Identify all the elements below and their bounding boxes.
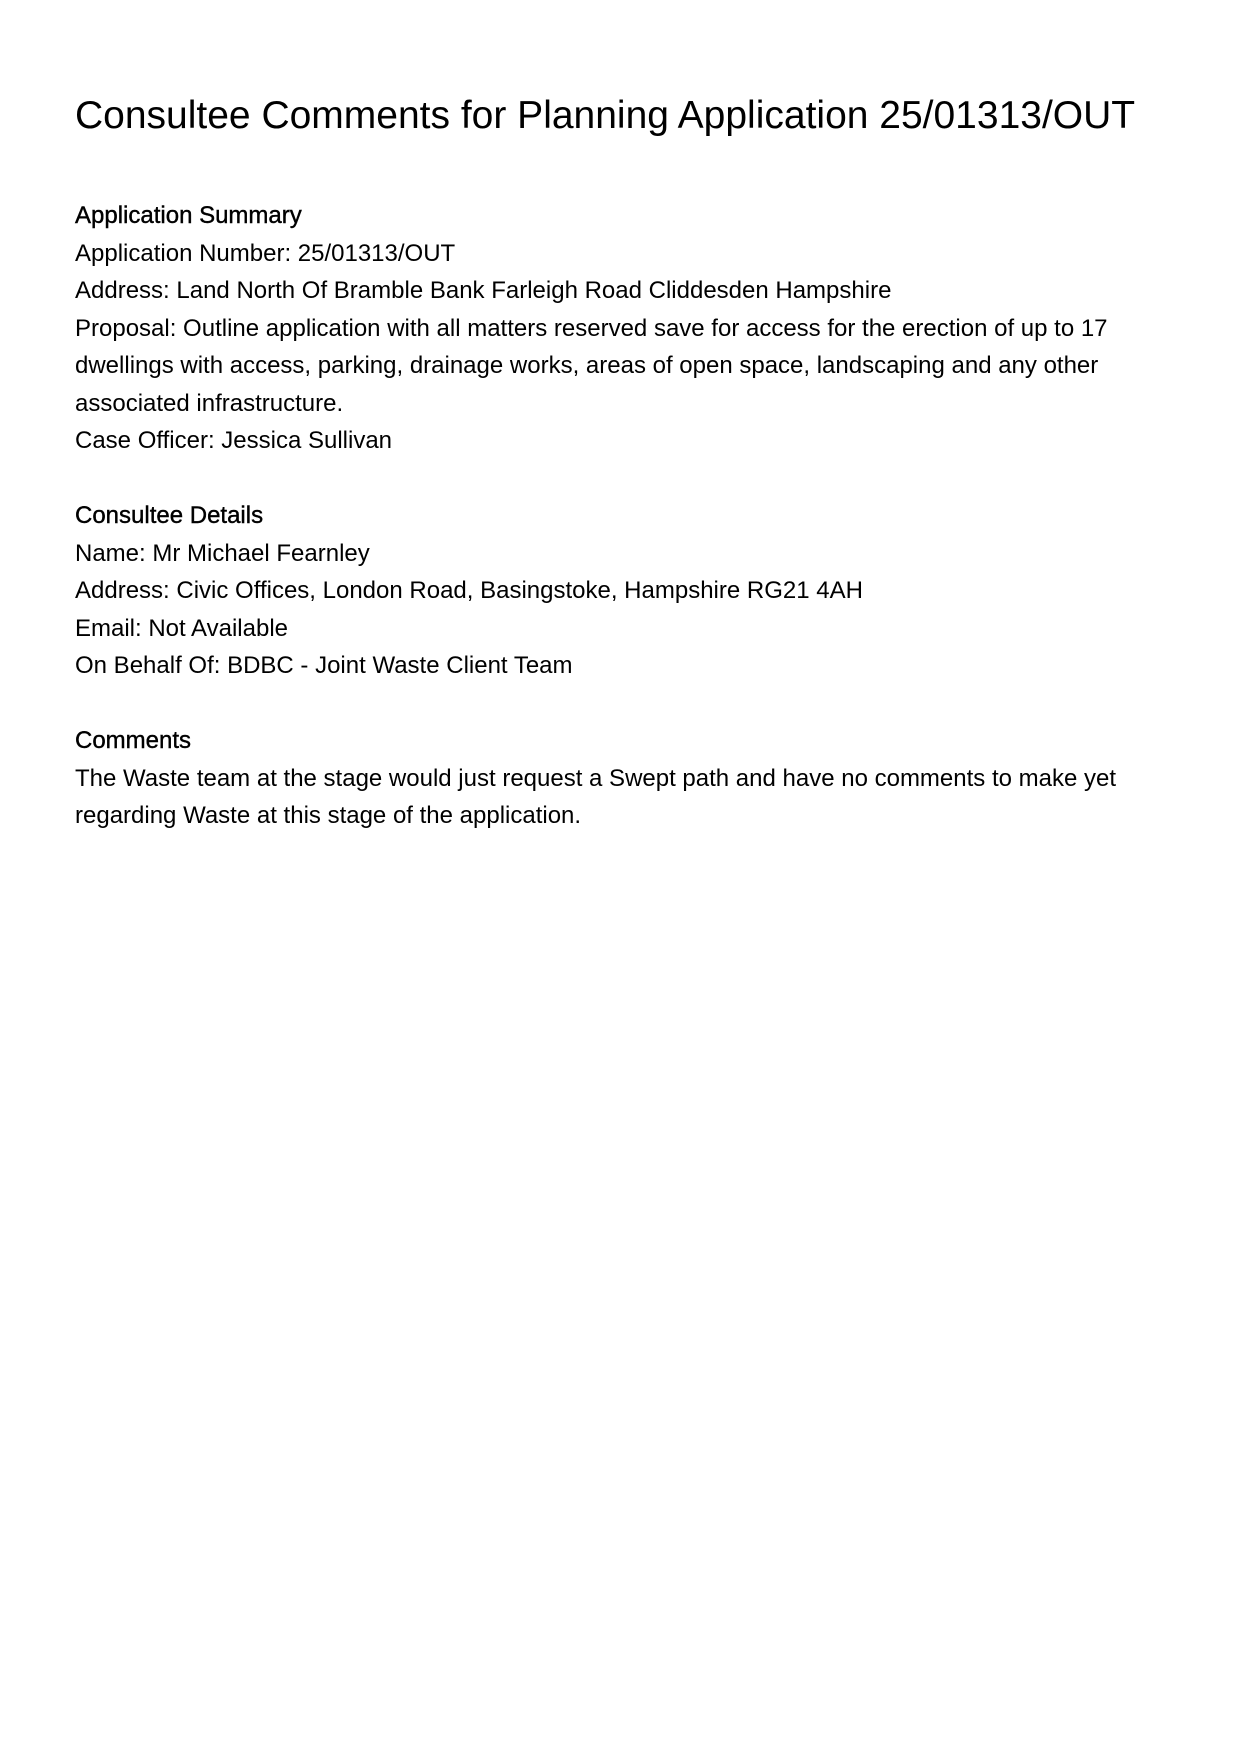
consultee-details-heading: Consultee Details bbox=[75, 502, 264, 529]
comments-text: The Waste team at the stage would just request a Swept path and have no comments to make yet regarding Waste at this stage of the application. bbox=[75, 764, 1117, 829]
page-title: Consultee Comments for Planning Application 25/01313/OUT bbox=[75, 94, 1136, 137]
case-officer: Case Officer: Jessica Sullivan bbox=[75, 427, 393, 454]
application-summary-heading: Application Summary bbox=[75, 202, 302, 229]
consultee-on-behalf-of: On Behalf Of: BDBC - Joint Waste Client Team bbox=[75, 652, 573, 679]
application-proposal: Proposal: Outline application with all matters reserved save for access for the erection of up to 17 dwellings with access, parking, drainage works, areas of open space, landscaping and any other associated infrastructure. bbox=[75, 314, 1108, 417]
application-number: Application Number: 25/01313/OUT bbox=[75, 239, 456, 267]
application-address: Address: Land North Of Bramble Bank Farleigh Road Cliddesden Hampshire bbox=[75, 277, 892, 304]
comments-heading: Comments bbox=[75, 727, 192, 754]
application-summary-section bbox=[75, 197, 1175, 460]
consultee-details-section bbox=[75, 497, 1175, 685]
consultee-email: Email: Not Available bbox=[75, 614, 288, 642]
consultee-address: Address: Civic Offices, London Road, Basingstoke, Hampshire RG21 4AH bbox=[75, 577, 863, 604]
consultee-name: Name: Mr Michael Fearnley bbox=[75, 539, 370, 567]
comments-section bbox=[75, 722, 1175, 835]
